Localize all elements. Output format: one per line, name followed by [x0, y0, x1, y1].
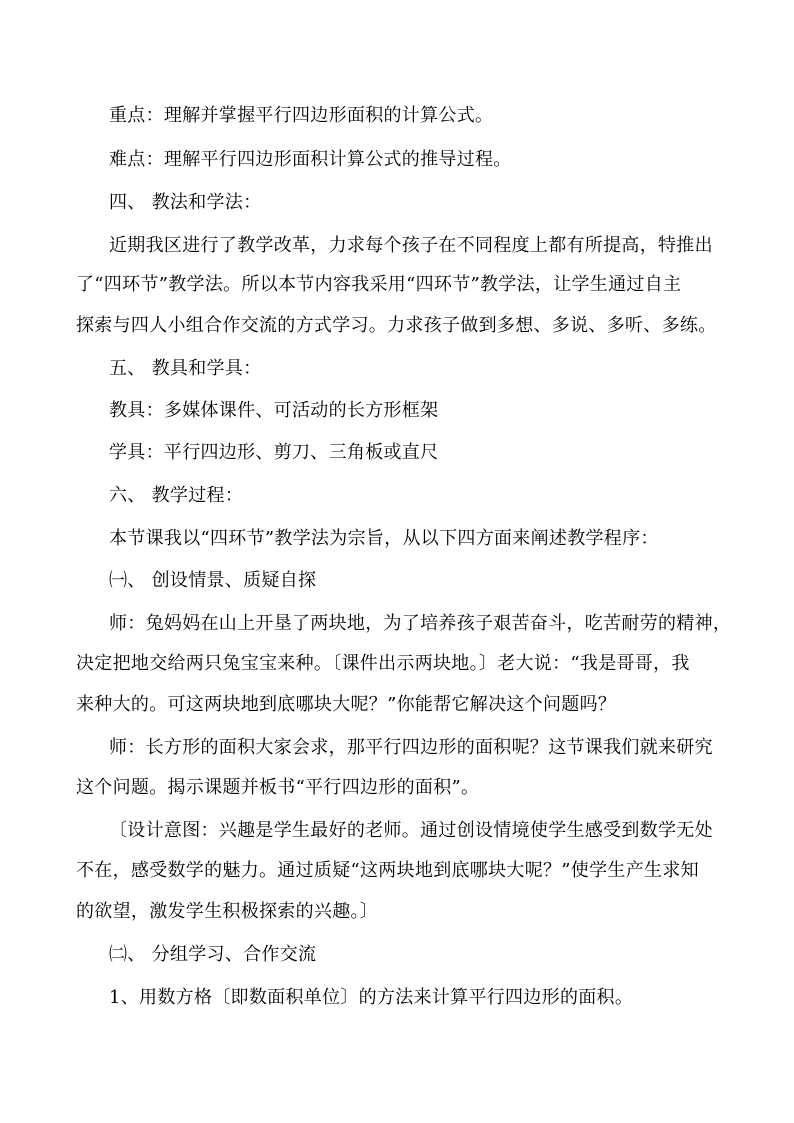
design-intent-line: 的欲望，激发学生积极探索的兴趣。〕	[76, 901, 379, 922]
paragraph-line: 近期我区进行了教学改革，力求每个孩子在不同程度上都有所提高，特推出	[109, 235, 713, 256]
paragraph-line: 决定把地交给两只兔宝宝来种。〔课件出示两块地。〕老大说：“我是哥哥，我	[76, 653, 690, 674]
paragraph-line: 师：兔妈妈在山上开垦了两块地，为了培养孩子艰苦奋斗，吃苦耐劳的精神，	[109, 613, 732, 634]
section-heading-tools: 五、 教具和学具：	[109, 358, 262, 379]
subsection-heading-1: ㈠、 创设情景、质疑自探	[109, 570, 317, 591]
design-intent-line: 〔设计意图：兴趣是学生最好的老师。通过创设情境使学生感受到数学无处	[109, 820, 713, 841]
section-heading-process: 六、 教学过程：	[109, 485, 244, 506]
learning-tools-line: 学具：平行四边形、剪刀、三角板或直尺	[109, 442, 439, 463]
paragraph-line: 这个问题。揭示课题并板书“平行四边形的面积”。	[76, 777, 480, 798]
difficulty-line: 难点：理解平行四边形面积计算公式的推导过程。	[109, 149, 512, 170]
paragraph-line: 探索与四人小组合作交流的方式学习。力求孩子做到多想、多说、多听、多练。	[76, 315, 717, 336]
paragraph-line: 本节课我以“四环节”教学法为宗旨，从以下四方面来阐述教学程序：	[109, 528, 659, 549]
design-intent-line: 不在，感受数学的魅力。通过质疑“这两块地到底哪块大呢？”使学生产生求知	[76, 860, 699, 881]
teaching-tools-line: 教具：多媒体课件、可活动的长方形框架	[109, 400, 439, 421]
numbered-item-1: 1、用数方格〔即数面积单位〕的方法来计算平行四边形的面积。	[109, 987, 634, 1008]
section-heading-methods: 四、 教法和学法：	[109, 192, 262, 213]
subsection-heading-2: ㈡、 分组学习、合作交流	[109, 944, 317, 965]
paragraph-line: 师：长方形的面积大家会求，那平行四边形的面积呢？这节课我们就来研究	[109, 737, 713, 758]
paragraph-line: 来种大的。可这两块地到底哪块大呢？”你能帮它解决这个问题吗？	[76, 694, 617, 715]
paragraph-line: 了“四环节”教学法。所以本节内容我采用“四环节”教学法，让学生通过自主	[76, 274, 682, 295]
key-point-line: 重点：理解并掌握平行四边形面积的计算公式。	[109, 105, 494, 126]
